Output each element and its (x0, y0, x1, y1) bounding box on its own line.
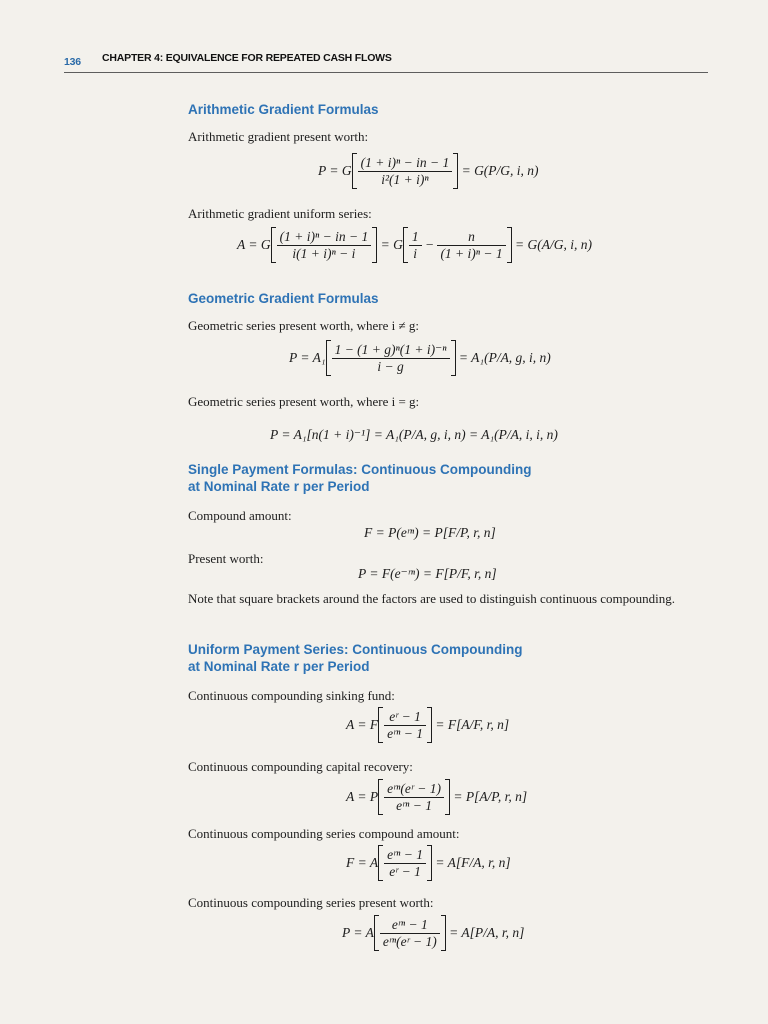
eq-rhs: = A[P/A, r, n] (449, 925, 525, 940)
fraction: $\frac{\text{eʳ − 1}}{\text{eʳⁿ − 1}}$ (384, 709, 426, 742)
heading-single-payment-continuous: Single Payment Formulas: Continuous Compounding at Nominal Rate r per Period (188, 462, 532, 494)
fraction: $\frac{\text{1 − (1 + g)ⁿ(1 + i)⁻ⁿ}}{i - g}$ (332, 342, 450, 375)
fraction: $\frac{n}{\text{(1 + i)ⁿ − 1}}$ (437, 229, 505, 262)
eq-lhs: F = A (346, 855, 379, 870)
eq-mid: = G (380, 237, 403, 252)
equation-arith-us: A = G $\frac{\text{(1 + i)ⁿ − in − 1}}{\text{i(1 + i)ⁿ − i}}$ = G $\frac{1}{i}$ − $\frac{n}{\text{(1 + i)ⁿ − 1}}$ = G(A/G, i, n) (237, 227, 592, 263)
eq-rhs: = G(P/G, i, n) (461, 163, 539, 178)
label-geom-pw1: Geometric series present worth, where i ≠ g: (188, 318, 419, 333)
label-sinking-fund: Continuous compounding sinking fund: (188, 688, 395, 703)
equation-geom-pw2: P = A₁[n(1 + i)⁻¹] = A₁(P/A, g, i, n) = A₁(P/A, i, i, n) (270, 427, 558, 442)
fraction: $\frac{\text{eʳⁿ(eʳ − 1)}}{\text{eʳⁿ − 1}}$ (384, 781, 444, 814)
equation-series-present-worth (342, 915, 524, 951)
label-compound-amount: Compound amount: (188, 508, 292, 523)
running-header (64, 50, 708, 73)
equation-compound-amount: F = P(eʳⁿ) = P[F/P, r, n] (364, 525, 496, 540)
eq-lhs: A = P (346, 789, 379, 804)
heading-arithmetic-gradient: Arithmetic Gradient Formulas (188, 102, 379, 117)
heading-geometric-gradient: Geometric Gradient Formulas (188, 291, 379, 306)
eq-lhs: P = A₁ (289, 350, 326, 365)
fraction: $\frac{1}{i}$ (409, 229, 422, 262)
fraction: $\frac{\text{(1 + i)ⁿ − in − 1}}{\text{i²(1 + i)ⁿ}}$ (358, 155, 453, 188)
fraction: $\frac{\text{eʳⁿ − 1}}{\text{eʳⁿ(eʳ − 1)}}$ (380, 917, 440, 950)
heading-uniform-series-continuous: Uniform Payment Series: Continuous Compounding at Nominal Rate r per Period (188, 642, 523, 674)
label-geom-pw2: Geometric series present worth, where i = g: (188, 394, 420, 409)
eq-lhs: A = F (346, 717, 379, 732)
fraction: $\frac{\text{(1 + i)ⁿ − in − 1}}{\text{i(1 + i)ⁿ − i}}$ (277, 229, 372, 262)
eq-rhs: = F[A/F, r, n] (435, 717, 510, 732)
label-series-present-worth: Continuous compounding series present worth: (188, 895, 434, 910)
equation-arith-pw (318, 153, 539, 189)
label-arith-pw: Arithmetic gradient present worth: (188, 129, 369, 144)
equation-present-worth: P = F(e⁻ʳⁿ) = F[P/F, r, n] (358, 566, 497, 581)
equation-capital-recovery (346, 779, 527, 815)
equation-series-compound-amount (346, 845, 511, 881)
fraction: $\frac{\text{eʳⁿ − 1}}{\text{eʳ − 1}}$ (384, 847, 426, 880)
eq-rhs: = A₁(P/A, g, i, n) (458, 350, 551, 365)
label-present-worth: Present worth: (188, 551, 264, 566)
eq-lhs: A = G (237, 237, 271, 252)
eq-rhs: = G(A/G, i, n) (515, 237, 593, 252)
label-series-compound-amount: Continuous compounding series compound amount: (188, 826, 460, 841)
label-capital-recovery: Continuous compounding capital recovery: (188, 759, 413, 774)
eq-lhs: P = A (342, 925, 374, 940)
page-number: 136 (64, 56, 81, 68)
label-arith-us: Arithmetic gradient uniform series: (188, 206, 372, 221)
eq-rhs: = P[A/P, r, n] (453, 789, 528, 804)
eq-rhs: = A[F/A, r, n] (435, 855, 511, 870)
equation-sinking-fund (346, 707, 509, 743)
chapter-title: CHAPTER 4: EQUIVALENCE FOR REPEATED CASH FLOWS (102, 52, 392, 64)
eq-lhs: P = G (318, 163, 352, 178)
note-brackets: Note that square brackets around the factors are used to distinguish continuous compounding. (188, 591, 676, 606)
equation-geom-pw1 (289, 340, 551, 376)
